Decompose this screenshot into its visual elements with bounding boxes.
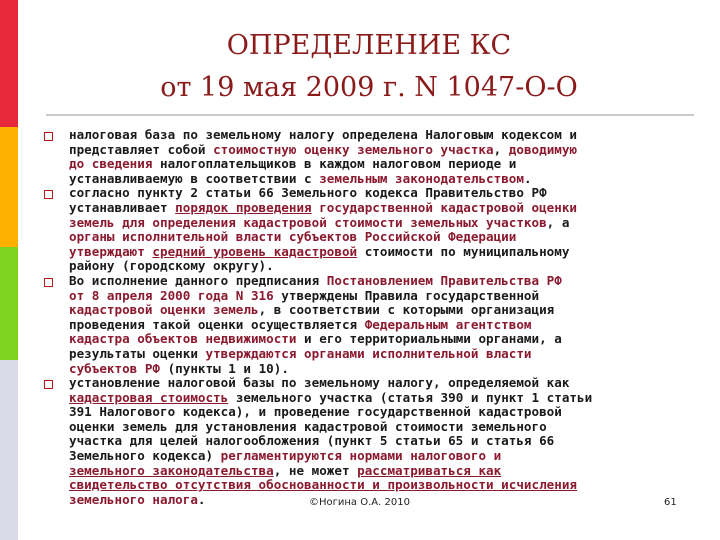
square-bullet-icon	[44, 380, 53, 389]
bullet-line	[69, 289, 708, 304]
text-run: стоимостную оценку земельного участка	[213, 141, 494, 157]
text-run: .	[197, 491, 206, 507]
text-run: субъектов РФ	[69, 360, 160, 376]
bullet-line	[69, 464, 708, 479]
bullet-text	[69, 186, 708, 274]
text-run: земельным законодательством	[319, 170, 524, 186]
bullet-line	[69, 318, 708, 333]
text-run: утверждают	[69, 243, 153, 259]
bullet-line	[69, 449, 708, 464]
text-run: Федеральным агентством	[364, 316, 532, 332]
bullet-line	[69, 157, 708, 172]
bullet-line	[69, 303, 708, 318]
text-run: земель для определения кадастровой стоимости земельных участков	[69, 214, 547, 230]
text-run: налоговая база по земельному налогу определена Налоговым кодексом и	[69, 127, 577, 142]
slide-title: ОПРЕДЕЛЕНИЕ КС	[226, 30, 512, 61]
bullet-line	[69, 128, 708, 143]
bullet-line	[69, 230, 708, 245]
text-run: и его территориальными органами, а	[296, 331, 562, 347]
square-bullet-icon	[44, 190, 53, 199]
bullet-line	[69, 405, 708, 420]
text-run: доводимую	[508, 141, 578, 157]
text-run: представляет собой	[69, 141, 214, 157]
bullet-line	[69, 259, 708, 274]
text-run: , в соответствии с которыми организация	[258, 302, 555, 318]
text-run: участка для целей налогообложения (пункт 5 статьи 65 и статья 66	[69, 433, 555, 449]
text-run: земельного участка (статья 390 и пункт 1 статьи	[228, 389, 593, 405]
text-run: согласно пункту 2 статьи 66 Земельного кодекса Правительство РФ	[69, 185, 547, 201]
text-run: .	[523, 170, 532, 186]
sidebar-segment-gray	[0, 360, 18, 540]
sidebar-color-bar	[0, 0, 18, 540]
square-bullet-icon	[44, 132, 53, 141]
bullet-line	[69, 186, 708, 201]
sidebar-segment-red	[0, 0, 18, 127]
text-run: установление налоговой базы по земельному налогу, определяемой как	[69, 375, 570, 391]
bullet-list	[44, 128, 708, 507]
text-run: регламентируются нормами налогового и	[220, 448, 502, 464]
bullet-item	[44, 274, 708, 376]
text-run: оценки земель для установления кадастровой стоимости земельного	[69, 418, 547, 434]
text-run: результаты оценки	[69, 345, 206, 361]
bullet-line	[69, 362, 708, 377]
bullet-item	[44, 376, 708, 507]
text-run: утверждены Правила государственной	[273, 287, 540, 303]
text-run: порядок проведения	[175, 199, 312, 215]
slide	[18, 0, 720, 540]
bullet-line	[69, 274, 708, 289]
text-run: 391 Налогового кодекса), и проведение государственной кадастровой	[69, 404, 562, 420]
text-run: ,	[493, 141, 509, 157]
text-run: кадастровой оценки земель	[69, 302, 259, 318]
text-run: органы исполнительной власти субъектов Российской Федерации	[69, 229, 517, 245]
bullet-text	[69, 128, 708, 186]
text-run: Земельного кодекса)	[69, 448, 221, 464]
text-run: от 8 апреля 2000 года N 316	[69, 287, 274, 303]
bullet-line	[69, 201, 708, 216]
text-run: кадастра объектов недвижимости	[69, 331, 297, 347]
square-bullet-icon	[44, 278, 53, 287]
text-run: государственной кадастровой оценки	[311, 199, 578, 215]
text-run: утверждаются органами исполнительной власти	[205, 345, 532, 361]
bullet-line	[69, 143, 708, 158]
page-number: 61	[664, 497, 677, 508]
bullet-line	[69, 347, 708, 362]
text-run: проведения такой оценки осуществляется	[69, 316, 365, 332]
bullet-line	[69, 172, 708, 187]
text-run: стоимости по муниципальному	[357, 243, 570, 259]
footer-author: ©Ногина О.А. 2010	[309, 497, 410, 508]
text-run: земельного законодательства	[69, 462, 274, 478]
bullet-text	[69, 376, 708, 507]
text-run: налогоплательщиков в каждом налоговом периоде и	[152, 156, 517, 172]
title-divider	[46, 114, 694, 116]
bullet-line	[69, 434, 708, 449]
text-run: , не может	[273, 462, 358, 478]
text-run: земельного налога	[69, 491, 198, 507]
bullet-line	[69, 420, 708, 435]
bullet-line	[69, 332, 708, 347]
sidebar-segment-orange	[0, 127, 18, 247]
text-run: Во исполнение данного предписания	[69, 272, 327, 288]
bullet-line	[69, 245, 708, 260]
text-run: Постановлением Правительства РФ	[326, 272, 562, 288]
sidebar-segment-green	[0, 247, 18, 360]
bullet-line	[69, 376, 708, 391]
text-run: устанавливает	[69, 199, 176, 215]
slide-subtitle: от 19 мая 2009 г. N 1047-О-О	[160, 72, 578, 103]
text-run: свидетельство отсутствия обоснованности и произвольности исчисления	[69, 477, 577, 493]
bullet-item	[44, 186, 708, 274]
bullet-item	[44, 128, 708, 186]
bullet-line	[69, 216, 708, 231]
bullet-text	[69, 274, 708, 376]
bullet-line	[69, 478, 708, 493]
text-run: району (городскому округу).	[69, 258, 274, 274]
text-run: кадастровая стоимость	[69, 389, 229, 405]
bullet-line	[69, 391, 708, 406]
text-run: устанавливаемую в соответствии с	[69, 170, 320, 186]
text-run: средний уровень кадастровой	[152, 243, 358, 259]
text-run: , а	[546, 214, 570, 230]
text-run: до сведения	[69, 156, 153, 172]
text-run: (пункты 1 и 10).	[160, 360, 289, 376]
text-run: рассматриваться как	[357, 462, 502, 478]
